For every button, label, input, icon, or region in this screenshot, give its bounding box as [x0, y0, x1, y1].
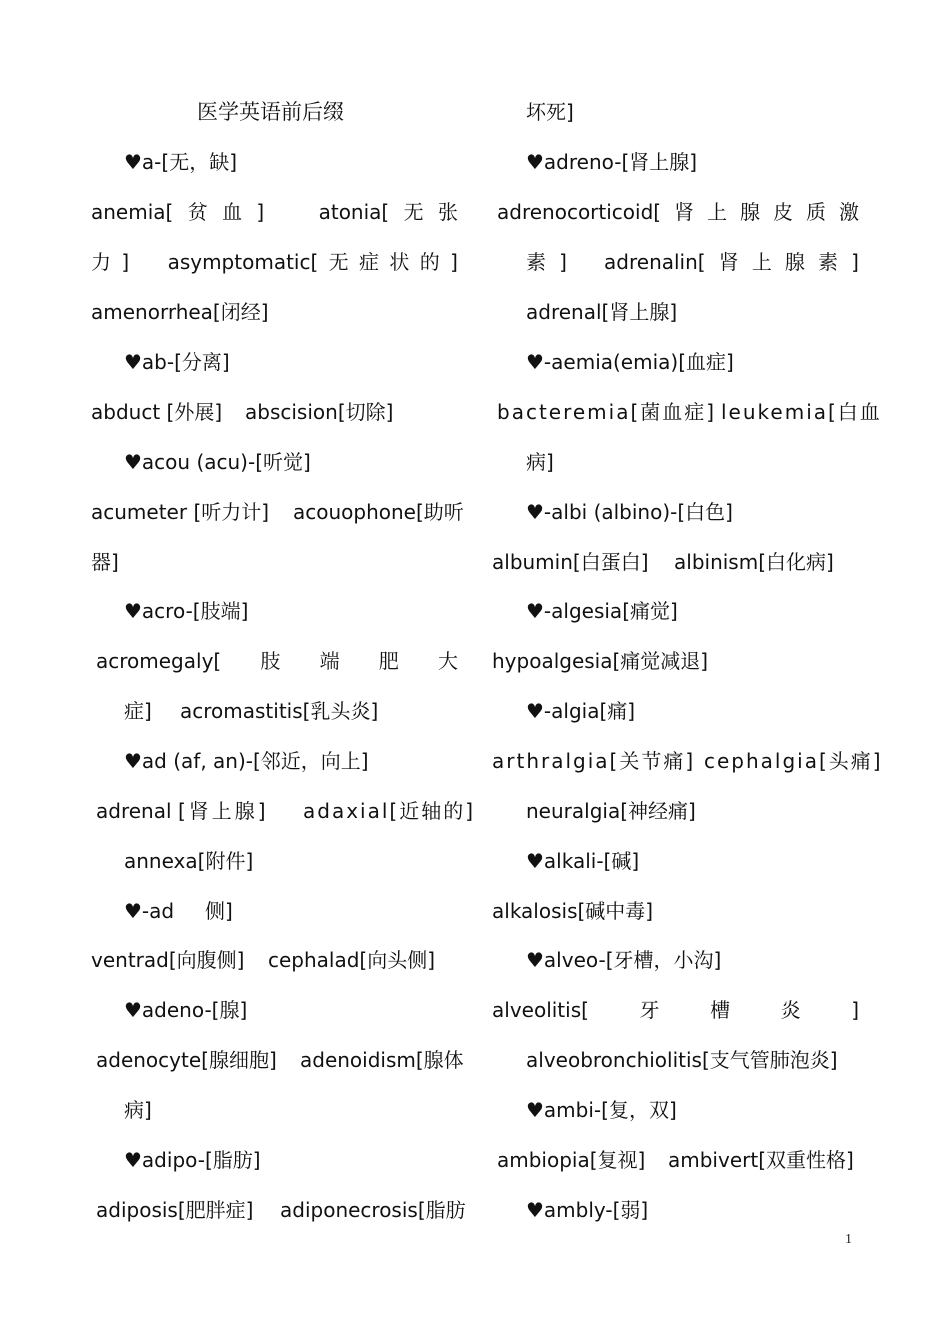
example-term: 素 [526, 250, 546, 274]
example-term-adrenal: adrenal [96, 799, 172, 823]
example-term-ambivert: ambivert[双重性格] [668, 1148, 854, 1172]
example-term-ambiopia: ambiopia[复视] [497, 1148, 646, 1172]
example-line-adrenocorticoid [497, 198, 859, 226]
prefix-heading-aemia: ♥-aemia(emia)[血症] [526, 350, 734, 374]
example-term-leukemia: leukemia[白血 [721, 400, 882, 424]
example-term-hypoalgesia: hypoalgesia[痛觉减退] [492, 649, 709, 673]
example-continuation: 病] [526, 450, 554, 474]
prefix-heading-algesia: ♥-algesia[痛觉] [526, 599, 678, 623]
example-line-amenorrhea: amenorrhea[闭经] [91, 300, 269, 324]
example-term: 力 [91, 250, 111, 274]
example-term-adenoidism: adenoidism[腺体 [300, 1048, 464, 1072]
example-term: 肾 [718, 250, 739, 274]
example-term-abduct: abduct [外展] [91, 400, 223, 424]
example-term: 激 [839, 200, 859, 224]
example-line-adrenalin [526, 248, 859, 276]
example-term-adenocyte: adenocyte[腺细胞] [96, 1048, 277, 1072]
example-continuation: 症] [124, 699, 152, 723]
prefix-heading-albi: ♥-albi (albino)-[白色] [526, 500, 733, 524]
prefix-heading-ambly: ♥ambly-[弱] [526, 1198, 649, 1222]
example-term-adaxial: adaxial[近轴的] [303, 799, 476, 823]
example-term: 无 [328, 250, 349, 274]
example-term: 皮 [773, 200, 794, 224]
prefix-heading-adeno: ♥adeno-[腺] [124, 998, 248, 1022]
example-term-alveobronchiolitis: alveobronchiolitis[支气管肺泡炎] [526, 1048, 838, 1072]
example-term: 上 [707, 200, 728, 224]
prefix-heading-ab: ♥ab-[分离] [124, 350, 230, 374]
example-line-alveolitis [492, 996, 859, 1024]
example-term: 状 [389, 250, 410, 274]
example-line-anemia [91, 198, 458, 226]
example-term: ] [851, 250, 859, 274]
example-term: 的 [419, 250, 440, 274]
example-term: 素 [818, 250, 839, 274]
example-term-adiponecrosis: adiponecrosis[脂肪 [280, 1198, 466, 1222]
example-term: 槽 [710, 998, 731, 1022]
example-term-acouophone: acouophone[助听 [293, 500, 464, 524]
example-term: 肾 [674, 200, 695, 224]
example-term-albinism: albinism[白化病] [674, 550, 834, 574]
example-term: 肢 [260, 649, 281, 673]
example-term: 肥 [378, 649, 399, 673]
example-term: 血 [222, 200, 243, 224]
example-term-arthralgia: arthralgia[关节痛] [492, 749, 696, 773]
prefix-heading-alkali: ♥alkali-[碱] [526, 849, 640, 873]
example-line-acromegaly [96, 647, 458, 675]
example-term-bacteremia: bacteremia[菌血症] [497, 400, 717, 424]
example-term-acromastitis: acromastitis[乳头炎] [180, 699, 379, 723]
page-number: 1 [845, 1232, 852, 1247]
example-term-neuralgia: neuralgia[神经痛] [526, 799, 696, 823]
example-term-abscision: abscision[切除] [245, 400, 394, 424]
prefix-heading-alveo: ♥alveo-[牙槽，小沟] [526, 948, 722, 972]
example-line-asymptomatic [91, 248, 458, 276]
example-term: ] [559, 250, 567, 274]
example-term: adrenalin[ [604, 250, 706, 274]
example-term: 端 [319, 649, 340, 673]
prefix-heading-a: ♥a-[无，缺] [124, 150, 238, 174]
prefix-heading-ad-suffix: ♥-ad [124, 899, 175, 923]
prefix-heading-ad: ♥ad (af, an)-[邻近，向上] [124, 749, 369, 773]
example-term: 腺 [740, 200, 761, 224]
example-term-adrenal: adrenal[肾上腺] [526, 300, 678, 324]
example-term: 贫 [187, 200, 208, 224]
example-term: ] [851, 998, 859, 1022]
example-term: acromegaly[ [96, 649, 222, 673]
example-term-alkalosis: alkalosis[碱中毒] [492, 899, 654, 923]
example-term-ventrad: ventrad[向腹侧] [91, 948, 245, 972]
example-term: ] [256, 200, 265, 224]
example-term: alveolitis[ [492, 998, 589, 1022]
prefix-heading-algia: ♥-algia[痛] [526, 699, 636, 723]
example-term: 炎 [780, 998, 801, 1022]
example-term: 腺 [784, 250, 805, 274]
page-title: 医学英语前后缀 [197, 100, 344, 124]
example-term-acumeter: acumeter [听力计] [91, 500, 270, 524]
example-term-adiposis: adiposis[肥胖症] [96, 1198, 254, 1222]
prefix-heading-adipo: ♥adipo-[脂肪] [124, 1148, 261, 1172]
example-term: atonia[ [318, 200, 390, 224]
prefix-heading-ambi: ♥ambi-[复，双] [526, 1098, 677, 1122]
example-term: adrenocorticoid[ [497, 200, 662, 224]
example-term: 无 [403, 200, 424, 224]
example-term-adrenal-meaning: [肾上腺] [178, 799, 269, 823]
example-term: 上 [751, 250, 772, 274]
example-term: asymptomatic[ [167, 250, 319, 274]
example-continuation: 病] [124, 1098, 152, 1122]
example-term: ] [121, 250, 130, 274]
example-term-cephalgia: cephalgia[头痛] [704, 749, 883, 773]
example-term: 质 [806, 200, 827, 224]
example-term: 张 [437, 200, 458, 224]
example-continuation: 坏死] [526, 100, 574, 124]
prefix-heading-adreno: ♥adreno-[肾上腺] [526, 150, 698, 174]
example-continuation: 器] [91, 550, 119, 574]
prefix-heading-acou: ♥acou (acu)-[听觉] [124, 450, 311, 474]
example-term-albumin: albumin[白蛋白] [492, 550, 649, 574]
prefix-heading-acro: ♥acro-[肢端] [124, 599, 249, 623]
example-term: 症 [359, 250, 380, 274]
prefix-heading-ad-suffix-meaning: 侧] [205, 899, 233, 923]
example-term-cephalad: cephalad[向头侧] [268, 948, 436, 972]
example-term: 牙 [639, 998, 660, 1022]
example-term-annexa: annexa[附件] [124, 849, 254, 873]
example-term: anemia[ [91, 200, 174, 224]
example-term: ] [450, 250, 458, 274]
example-term: 大 [437, 649, 458, 673]
